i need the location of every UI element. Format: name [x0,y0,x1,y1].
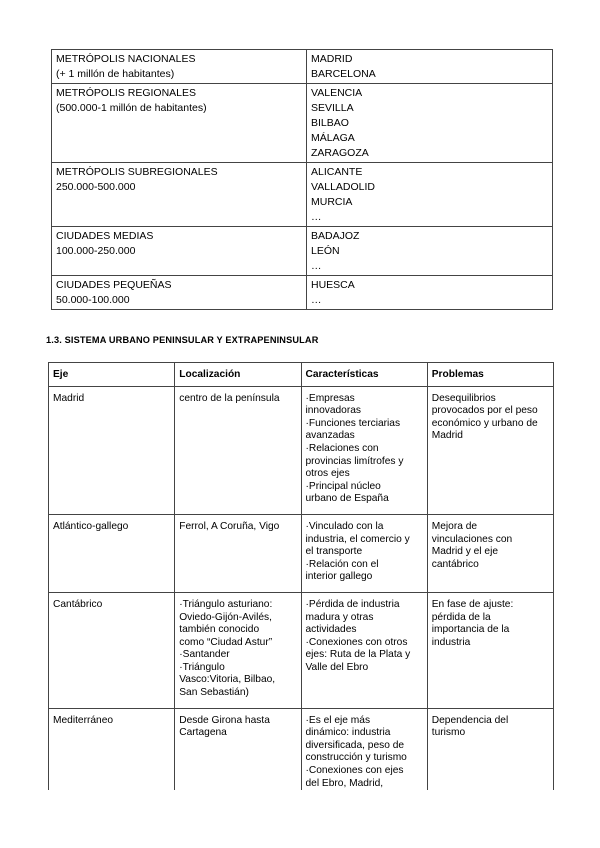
caracteristicas-cell: ·Vinculado con la industria, el comercio y el transporte ·Relación con el interior gallego [301,514,427,592]
localizacion-cell: Ferrol, A Coruña, Vigo [175,514,301,592]
column-header-caracteristicas: Características [301,363,427,387]
caracteristicas-cell: ·Pérdida de industria madura y otras actividades ·Conexiones con otros ejes: Ruta de la Plata y Valle del Ebro [301,592,427,708]
cities-cell: MADRID BARCELONA [307,50,553,84]
category-cell: METRÓPOLIS NACIONALES (+ 1 millón de habitantes) [52,50,307,84]
problemas-cell: Dependencia del turismo [427,708,553,790]
eje-cell: Cantábrico [49,592,175,708]
category-cell: METRÓPOLIS SUBREGIONALES 250.000-500.000 [52,163,307,227]
column-header-localizacion: Localización [175,363,301,387]
cities-table [51,226,553,310]
column-header-eje: Eje [49,363,175,387]
category-cell: CIUDADES MEDIAS 100.000-250.000 [52,227,307,276]
category-cell: CIUDADES PEQUEÑAS 50.000-100.000 [52,276,307,310]
metropolis-table [51,49,553,227]
table-row [52,276,553,310]
localizacion-cell: centro de la península [175,386,301,514]
localizacion-cell: ·Triángulo asturiano: Oviedo-Gijón-Avilés, también conocido como “Ciudad Astur” ·Santander ·Triángulo Vasco:Vitoria, Bilbao, San Sebastián) [175,592,301,708]
cities-cell: HUESCA … [307,276,553,310]
table-row [52,84,553,163]
category-cell: METRÓPOLIS REGIONALES (500.000-1 millón de habitantes) [52,84,307,163]
eje-cell: Atlántico-gallego [49,514,175,592]
table-row [49,386,554,514]
cities-cell: ALICANTE VALLADOLID MURCIA … [307,163,553,227]
eje-cell: Madrid [49,386,175,514]
section-heading: 1.3. SISTEMA URBANO PENINSULAR Y EXTRAPENINSULAR [46,335,319,345]
problemas-cell: Desequilibrios provocados por el peso económico y urbano de Madrid [427,386,553,514]
table-row [49,708,554,790]
table-row [49,592,554,708]
problemas-cell: Mejora de vinculaciones con Madrid y el eje cantábrico [427,514,553,592]
cities-cell: BADAJOZ LEÓN … [307,227,553,276]
table-header-row [49,363,554,387]
column-header-problemas: Problemas [427,363,553,387]
table-row [49,514,554,592]
table-row [52,163,553,227]
caracteristicas-cell: ·Empresas innovadoras ·Funciones terciarias avanzadas ·Relaciones con provincias limítrofes y otros ejes ·Principal núcleo urbano de España [301,386,427,514]
cities-cell: VALENCIA SEVILLA BILBAO MÁLAGA ZARAGOZA [307,84,553,163]
urban-axes-table [48,362,554,790]
table-row [52,227,553,276]
caracteristicas-cell: ·Es el eje más dinámico: industria diversificada, peso de construcción y turismo ·Conexiones con ejes del Ebro, Madrid, [301,708,427,790]
table-row [52,50,553,84]
problemas-cell: En fase de ajuste: pérdida de la importancia de la industria [427,592,553,708]
localizacion-cell: Desde Girona hasta Cartagena [175,708,301,790]
eje-cell: Mediterráneo [49,708,175,790]
